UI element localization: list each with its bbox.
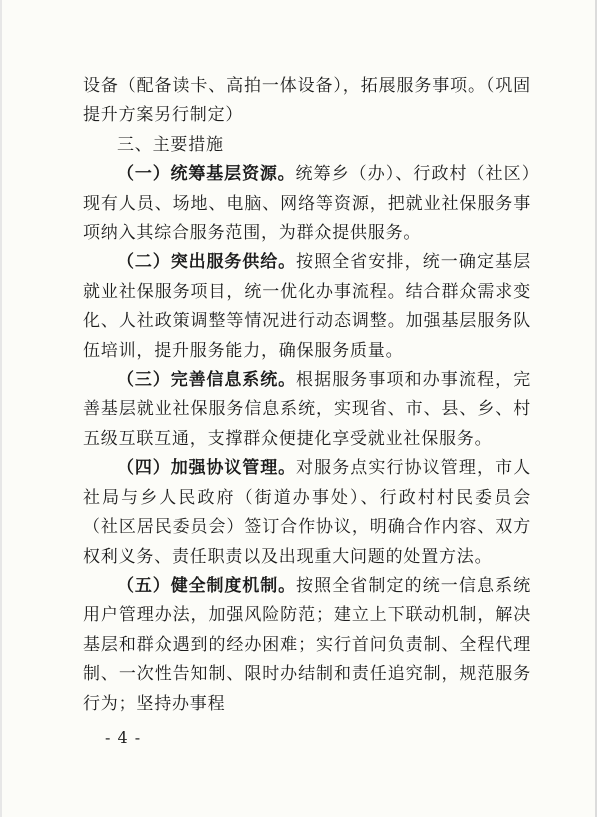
measure-text: 按照全省制定的统一信息系统用户管理办法，加强风险防范；建立上下联动机制，解决基层和群众遇到的经办困难；实行首问负责制、全程代理制、一次性告知制、限时办结制和责任追究制，规范服务行为；坚持办事程 xyxy=(83,575,531,714)
measure-paragraph-1 xyxy=(83,160,531,248)
document-body xyxy=(83,72,531,719)
measure-paragraph-3 xyxy=(83,366,531,454)
measure-text: 统筹乡（办）、行政村（社区）现有人员、场地、电脑、网络等资源，把就业社保服务事项纳入其综合服务范围，为群众提供服务。 xyxy=(83,164,532,244)
measure-text: 根据服务事项和办事流程，完善基层就业社保服务信息系统，实现省、市、县、乡、村五级互联互通，支撑群众便捷化享受就业社保服务。 xyxy=(83,370,531,449)
measure-title: （四）加强协议管理。 xyxy=(117,458,296,479)
measure-paragraph-4 xyxy=(83,454,531,572)
measure-paragraph-5 xyxy=(83,572,531,719)
continued-paragraph xyxy=(83,72,531,131)
measure-title: （二）突出服务供给。 xyxy=(117,252,296,273)
measure-paragraph-2 xyxy=(83,248,531,366)
measure-title: （一）统筹基层资源。 xyxy=(117,164,296,185)
section-heading: 三、主要措施 xyxy=(117,134,224,155)
measure-text: 按照全省安排，统一确定基层就业社保服务项目，统一优化办事流程。结合群众需求变化、人社政策调整等情况进行动态调整。加强基层服务队伍培训，提升服务能力，确保服务质量。 xyxy=(83,252,531,361)
page-number: - 4 - xyxy=(105,728,142,747)
measure-title: （五）健全制度机制。 xyxy=(117,575,296,596)
measure-title: （三）完善信息系统。 xyxy=(117,370,296,391)
measure-text: 对服务点实行协议管理，市人社局与乡人民政府（街道办事处）、行政村村民委员会（社区居民委员会）签订合作协议，明确合作内容、双方权利义务、责任职责以及出现重大问题的处置方法。 xyxy=(83,458,531,567)
paragraph-text: 设备（配备读卡、高拍一体设备），拓展服务事项。（巩固提升方案另行制定） xyxy=(83,76,531,126)
